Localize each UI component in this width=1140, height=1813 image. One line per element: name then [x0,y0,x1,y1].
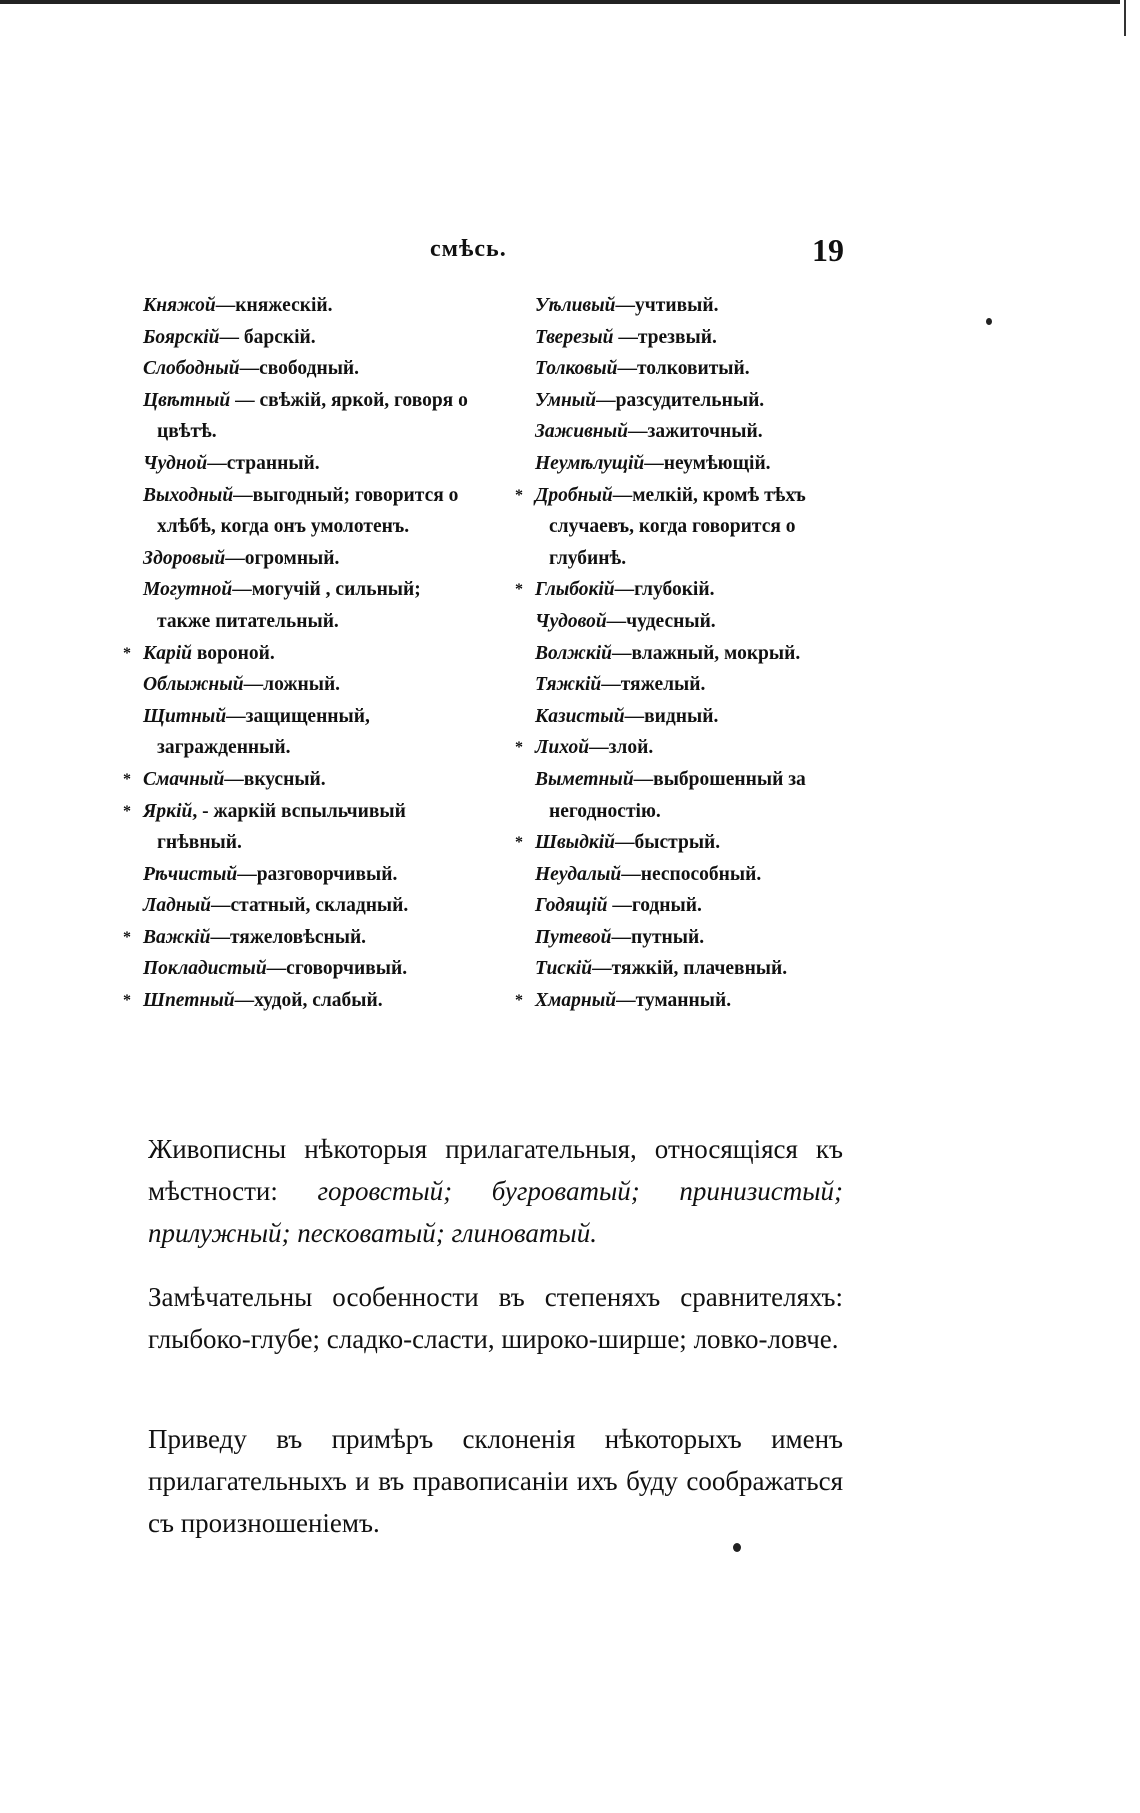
entry-separator: — [615,295,636,316]
word-entry [535,290,855,322]
word-entry [143,859,473,891]
entry-separator: — [234,990,255,1012]
entry-separator: — [612,642,632,664]
word-entry [535,859,855,891]
dialect-term: Смачный [143,768,225,790]
term-definition: тяжкій, плачевный. [611,958,788,980]
word-entry [143,353,473,385]
dialect-term: Лихой [535,737,590,759]
word-entry [535,353,855,385]
running-head: смѣсь. [430,236,507,262]
term-definition: выгодный; говорится о хлѣбѣ, когда онъ умолотенъ. [157,484,459,538]
term-definition: учтивый. [635,295,719,316]
term-definition: разсудительный. [615,389,765,411]
entry-separator: — [210,926,230,948]
dialect-term: Чудной [143,452,208,474]
dialect-term: Чудовой [535,610,607,632]
asterisk-marker: * [515,992,523,1010]
entry-separator: — [237,863,257,885]
dialect-term: Могутной [143,579,233,601]
word-entry [123,796,473,859]
entry-separator: — [226,705,246,727]
paragraph-descriptive-adjectives [148,1128,843,1254]
asterisk-marker: * [123,928,131,946]
entry-separator: — [633,768,654,790]
asterisk-marker: * [515,486,523,504]
term-definition: могучій , сильный; также питательный. [157,579,421,632]
word-entry [535,606,855,638]
dialect-term: Здоровый [143,547,226,569]
example-word: бугроватый; [491,1176,640,1206]
print-speck [986,318,992,325]
dialect-term: Дробный [535,484,613,506]
term-definition: худой, слабый. [254,990,383,1012]
dialect-term: Уѣливый [535,295,616,316]
term-definition: туманный. [635,990,732,1012]
word-entry [515,985,855,1017]
word-entry [123,985,473,1017]
entry-separator: — [266,958,287,980]
term-definition: трезвый. [637,326,717,348]
dialect-term: Неудалый [535,863,622,885]
term-definition: глубокій. [634,579,715,601]
dialect-term: Путевой [535,926,612,948]
entry-separator: — [613,326,638,348]
dialect-term: Годящій [535,895,608,917]
print-speck [733,1543,741,1552]
left-word-list [123,290,473,1017]
dialect-term: Выметный [535,768,634,790]
term-definition: свободный. [259,358,360,380]
dialect-term: Ладный [143,895,212,917]
word-entry [123,638,473,670]
term-definition: чудесный. [626,610,716,632]
dialect-term: Глыбокій [535,579,615,601]
entry-separator: — [611,926,631,948]
word-entry [535,953,855,985]
dialect-term: Рѣчистый [143,863,238,885]
dialect-term: Толковый [535,358,618,380]
term-definition: годный. [631,895,702,917]
word-entry [123,922,473,954]
entry-separator: — [616,990,636,1012]
word-entry [515,732,855,764]
word-entry [143,669,473,701]
dialect-term: Боярскій [143,326,220,348]
dialect-term: Щитный [143,705,227,727]
asterisk-marker: * [515,739,523,757]
entry-separator: — [233,484,253,506]
dialect-term: Шпетный [143,990,235,1012]
entry-separator: , - [192,800,214,822]
term-definition: вороной. [196,642,275,664]
dialect-term: Тискій [535,958,593,980]
term-definition: огромный. [244,547,340,569]
word-entry [515,480,855,575]
entry-separator: — [621,863,641,885]
word-entry [515,574,855,606]
word-entry [535,701,855,733]
entry-separator: — [596,389,616,411]
dialect-term: Заживный [535,421,628,443]
term-definition: княжескій. [235,295,333,316]
word-entry [143,448,473,480]
entry-separator: — [207,452,227,474]
word-entry [143,953,473,985]
term-definition: быстрый. [634,832,721,854]
term-definition: мелкій, кромѣ тѣхъ случаевъ, когда говорится о глубинѣ. [549,484,806,569]
word-entry [535,322,855,354]
entry-separator: — [215,295,236,316]
term-definition: ложный. [263,674,341,696]
word-entry [535,669,855,701]
term-definition: сговорчивый. [286,958,408,980]
asterisk-marker: * [123,992,131,1010]
term-definition: толковитый. [636,358,750,380]
entry-separator: — [211,895,231,917]
term-definition: свѣжій, яркой, говоря о цвѣтѣ. [157,389,468,443]
term-definition: тяжеловѣсный. [229,926,367,948]
dialect-term: Цвѣтный [143,389,231,411]
term-definition: неспособный. [640,863,762,885]
term-definition: жаркій вспыльчивый гнѣвный. [157,800,406,854]
example-word: принизистый; [679,1176,843,1206]
term-definition: тяжелый. [620,674,706,696]
entry-separator: — [243,674,264,696]
entry-separator: — [617,358,637,380]
asterisk-marker: * [123,644,131,662]
dialect-term: Княжой [143,295,216,316]
entry-separator: — [232,579,252,601]
entry-separator: — [225,547,245,569]
term-definition: зажиточный. [647,421,763,443]
entry-separator: — [224,768,244,790]
dialect-term: Слободный [143,358,240,380]
asterisk-marker: * [123,802,131,820]
entry-separator: — [628,421,648,443]
word-entry [535,448,855,480]
example-word: прилужный; [148,1218,291,1248]
dialect-term: Казистый [535,705,625,727]
term-definition: неумѣющій. [663,452,771,474]
dialect-term: Покладистый [143,958,267,980]
dialect-term: Хмарный [535,990,617,1012]
right-word-list [515,290,855,1017]
entry-separator: — [607,895,632,917]
entry-separator: — [612,484,633,506]
word-entry [535,638,855,670]
term-definition: путный. [630,926,705,948]
word-entry [143,385,473,448]
paragraph-lead: Живописны нѣкоторыя прилагательныя, относящіяся къ мѣстности: [148,1134,843,1206]
dialect-term: Тверезый [535,326,614,348]
entry-separator: — [615,832,635,854]
entry-separator: — [624,705,645,727]
page-number: 19 [812,232,844,268]
dialect-term: Карій [143,642,192,664]
dialect-term: Выходный [143,484,234,506]
word-entry [143,574,473,637]
dialect-term: Важкій [143,926,211,948]
dialect-term: Неумѣлущій [535,452,645,474]
paragraph-declension-intro: Приведу въ примѣръ склоненія нѣкоторыхъ именъ прилагательныхъ и въ правописаніи ихъ буду соображаться съ произношеніемъ. [148,1424,843,1538]
entry-separator: — [219,326,244,348]
entry-separator: — [614,579,635,601]
page-edge-mark [1124,0,1126,36]
term-definition: барскій. [243,326,316,348]
word-entry [143,543,473,575]
term-definition: выброшенный за негодностію. [549,768,806,822]
word-entry [515,827,855,859]
entry-separator: — [606,610,627,632]
term-definition: видный. [644,705,719,727]
term-definition: странный. [226,452,320,474]
word-entry [143,322,473,354]
entry-separator: — [592,958,612,980]
word-entry [143,701,473,764]
term-definition: разговорчивый. [256,863,398,885]
entry-separator: — [601,674,621,696]
example-word: глиноватый. [451,1218,597,1248]
word-entry [535,922,855,954]
top-rule [0,0,1120,4]
dialect-term: Волжкій [535,642,612,664]
example-word: горовстый; [317,1176,453,1206]
paragraph-comparatives: Замѣчательны особенности въ степеняхъ сравнителяхъ: глыбоко-глубе; сладко-сласти, широко-ширше; ловко-ловче. [148,1282,843,1354]
dialect-term: Умный [535,389,597,411]
dialect-term: Облыжный [143,674,244,696]
word-entry [123,764,473,796]
asterisk-marker: * [123,770,131,788]
word-entry [535,416,855,448]
word-entry [535,385,855,417]
example-word: песковатый; [297,1218,445,1248]
word-entry [535,890,855,922]
term-definition: защищенный, загражденный. [157,705,370,759]
term-definition: статный, складный. [230,895,409,917]
term-definition: злой. [608,737,654,759]
entry-separator: — [230,389,260,411]
dialect-term: Яркій [143,800,193,822]
word-entry [143,480,473,543]
asterisk-marker: * [515,581,523,599]
entry-separator: — [589,737,609,759]
term-definition: влажный, мокрый. [631,642,801,664]
word-entry [143,290,473,322]
word-entry [535,764,855,827]
dialect-term: Тяжкій [535,674,602,696]
asterisk-marker: * [515,834,523,852]
dialect-term: Швыдкій [535,832,616,854]
entry-separator: — [644,452,664,474]
term-definition: вкусный. [243,768,326,790]
entry-separator: — [239,358,260,380]
word-entry [143,890,473,922]
